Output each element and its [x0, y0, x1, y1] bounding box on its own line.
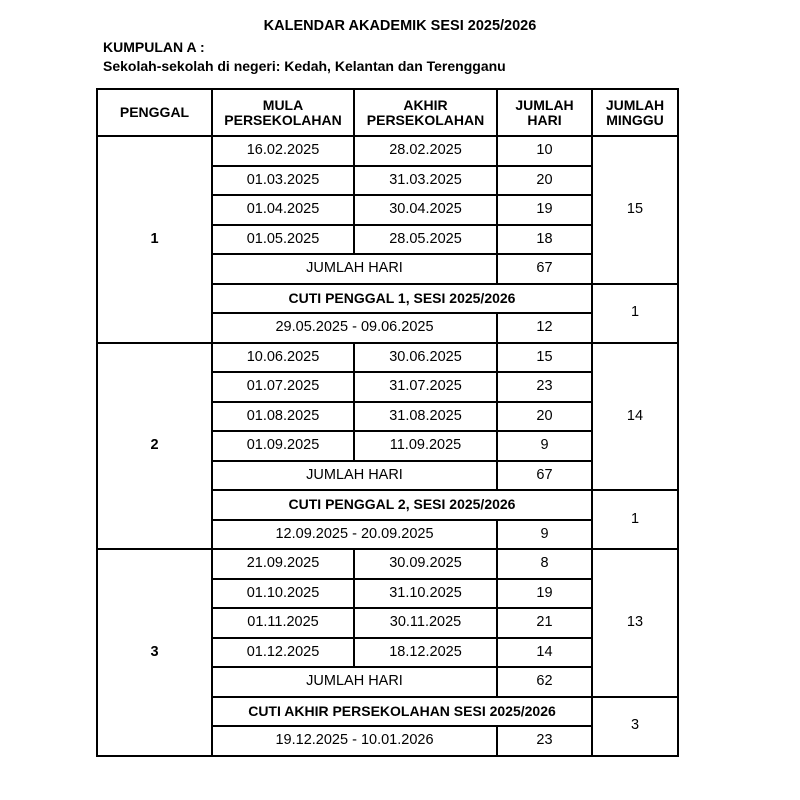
mula-date: 10.06.2025: [212, 343, 354, 373]
total-hari: 62: [497, 667, 592, 697]
mula-date: 01.08.2025: [212, 402, 354, 432]
term-3: [97, 549, 678, 756]
akhir-date: 31.07.2025: [354, 372, 497, 402]
akhir-date: 28.02.2025: [354, 136, 497, 166]
table-row: [97, 549, 678, 579]
total-hari: 67: [497, 461, 592, 491]
term-2: [97, 343, 678, 550]
mula-date: 01.09.2025: [212, 431, 354, 461]
cuti-minggu: 1: [592, 490, 678, 549]
cuti-range: 29.05.2025 - 09.06.2025: [212, 313, 497, 343]
cuti-hari: 9: [497, 520, 592, 550]
mula-date: 01.12.2025: [212, 638, 354, 668]
jumlah-hari: 20: [497, 402, 592, 432]
cuti-minggu: 3: [592, 697, 678, 756]
jumlah-hari: 21: [497, 608, 592, 638]
header-penggal: PENGGAL: [97, 89, 212, 136]
mula-date: 01.05.2025: [212, 225, 354, 255]
jumlah-hari: 19: [497, 195, 592, 225]
akhir-date: 31.03.2025: [354, 166, 497, 196]
term-1: [97, 136, 678, 343]
mula-date: 16.02.2025: [212, 136, 354, 166]
mula-date: 01.04.2025: [212, 195, 354, 225]
cuti-title: CUTI AKHIR PERSEKOLAHAN SESI 2025/2026: [212, 697, 592, 727]
total-label: JUMLAH HARI: [212, 667, 497, 697]
akhir-date: 11.09.2025: [354, 431, 497, 461]
jumlah-hari: 10: [497, 136, 592, 166]
calendar-table: [96, 88, 679, 757]
states-label: Sekolah-sekolah di negeri: Kedah, Kelantan dan Terengganu: [103, 58, 506, 74]
document-title: KALENDAR AKADEMIK SESI 2025/2026: [263, 18, 537, 34]
cuti-range: 19.12.2025 - 10.01.2026: [212, 726, 497, 756]
total-label: JUMLAH HARI: [212, 461, 497, 491]
header-jumlah-hari: JUMLAH HARI: [497, 89, 592, 136]
akhir-date: 30.09.2025: [354, 549, 497, 579]
table-row: [97, 343, 678, 373]
header-akhir: AKHIR PERSEKOLAHAN: [354, 89, 497, 136]
cuti-title: CUTI PENGGAL 2, SESI 2025/2026: [212, 490, 592, 520]
penggal-number: 1: [97, 136, 212, 343]
header-row: [97, 89, 678, 136]
cuti-hari: 23: [497, 726, 592, 756]
mula-date: 21.09.2025: [212, 549, 354, 579]
header-mula: MULA PERSEKOLAHAN: [212, 89, 354, 136]
penggal-number: 3: [97, 549, 212, 756]
total-label: JUMLAH HARI: [212, 254, 497, 284]
jumlah-hari: 15: [497, 343, 592, 373]
cuti-hari: 12: [497, 313, 592, 343]
akhir-date: 30.04.2025: [354, 195, 497, 225]
cuti-range: 12.09.2025 - 20.09.2025: [212, 520, 497, 550]
jumlah-hari: 8: [497, 549, 592, 579]
mula-date: 01.07.2025: [212, 372, 354, 402]
mula-date: 01.10.2025: [212, 579, 354, 609]
akhir-date: 31.08.2025: [354, 402, 497, 432]
jumlah-minggu: 14: [592, 343, 678, 491]
jumlah-hari: 9: [497, 431, 592, 461]
total-hari: 67: [497, 254, 592, 284]
akhir-date: 30.11.2025: [354, 608, 497, 638]
akhir-date: 18.12.2025: [354, 638, 497, 668]
akhir-date: 28.05.2025: [354, 225, 497, 255]
cuti-title: CUTI PENGGAL 1, SESI 2025/2026: [212, 284, 592, 314]
jumlah-hari: 14: [497, 638, 592, 668]
jumlah-hari: 20: [497, 166, 592, 196]
mula-date: 01.11.2025: [212, 608, 354, 638]
akhir-date: 31.10.2025: [354, 579, 497, 609]
header-jumlah-minggu: JUMLAH MINGGU: [592, 89, 678, 136]
jumlah-hari: 19: [497, 579, 592, 609]
jumlah-hari: 23: [497, 372, 592, 402]
jumlah-minggu: 13: [592, 549, 678, 697]
akhir-date: 30.06.2025: [354, 343, 497, 373]
jumlah-minggu: 15: [592, 136, 678, 284]
penggal-number: 2: [97, 343, 212, 550]
mula-date: 01.03.2025: [212, 166, 354, 196]
cuti-minggu: 1: [592, 284, 678, 343]
table-row: [97, 136, 678, 166]
group-label: KUMPULAN A :: [103, 39, 205, 55]
jumlah-hari: 18: [497, 225, 592, 255]
